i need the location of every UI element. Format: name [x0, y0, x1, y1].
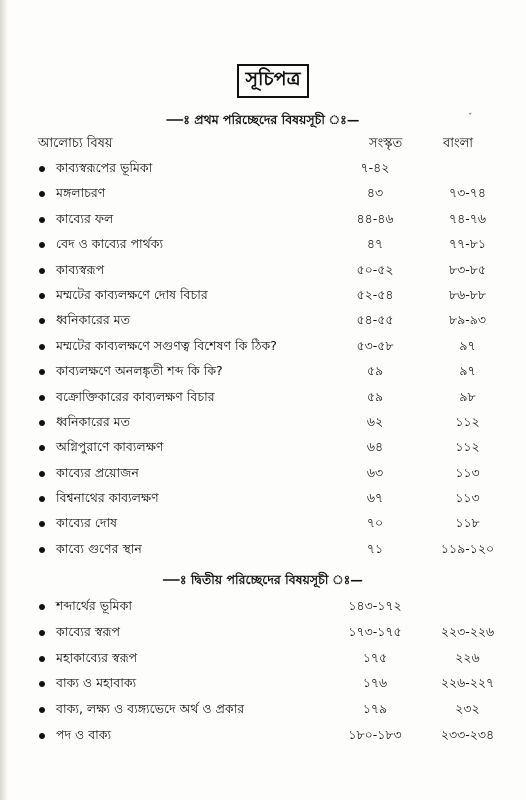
toc-page-bangla: ১১৩ [455, 464, 480, 480]
bullet-icon [39, 268, 45, 274]
bullet-icon [39, 217, 45, 223]
page-title-text: সূচিপত্র [245, 68, 301, 90]
toc-topic: কাব্যের ফল [56, 210, 114, 226]
toc-page-bangla: ৮৯-৯৩ [449, 312, 486, 328]
toc-topic: ধ্বনিকারের মত [56, 312, 130, 328]
toc-topic: বাক্য, লক্ষ্য ও ব্যঙ্গ্যভেদে অর্থ ও প্রকার [56, 701, 245, 717]
toc-page-sanskrit: ৪৩ [366, 185, 384, 201]
toc-page-sanskrit: ৫৯ [366, 363, 384, 379]
toc-row [0, 463, 526, 488]
toc-row [0, 285, 526, 310]
toc-page-bangla: ৭৩-৭৪ [448, 185, 486, 201]
toc-topic: অগ্নিপুরাণে কাব্যলক্ষণ [56, 439, 164, 455]
toc-row [0, 596, 526, 622]
toc-topic: কাব্যের স্বরূপ [56, 623, 121, 639]
toc-row [0, 387, 526, 412]
toc-page-sanskrit: ৫৪-৫৫ [356, 312, 394, 328]
column-header-sanskrit: সংস্কৃত [369, 136, 403, 151]
bullet-icon [39, 395, 45, 401]
toc-topic: বেদ ও কাব্যের পার্থক্য [56, 236, 164, 252]
toc-page-bangla: ২৩৩-২৩৪ [440, 726, 495, 742]
toc-page-bangla: ৮৩-৮৫ [449, 261, 486, 277]
bullet-icon [39, 630, 45, 636]
toc-row [0, 539, 526, 564]
toc-row [0, 513, 526, 538]
toc-row [0, 158, 526, 183]
toc-page-sanskrit: ৭০ [366, 515, 384, 531]
toc-page-bangla: ৯৭ [459, 363, 476, 379]
toc-page-sanskrit: ৭-৪২ [360, 160, 390, 175]
section-2-list [0, 596, 526, 751]
toc-page-sanskrit: ৫০-৫২ [356, 261, 394, 277]
toc-row [0, 260, 526, 285]
bullet-icon [39, 242, 45, 248]
bullet-icon [39, 521, 45, 527]
toc-page-sanskrit: ৬৪ [366, 439, 384, 455]
toc-page-sanskrit: ৭১ [366, 540, 384, 556]
toc-page-sanskrit: ১৭৯ [362, 701, 388, 717]
toc-page-bangla: ৯৮ [459, 388, 476, 404]
toc-page-bangla: ২২৬-২২৭ [440, 675, 495, 691]
section-1-heading: —ঃ প্রথম পরিচ্ছেদের বিষয়সূচী ঃ— [166, 112, 360, 127]
toc-topic: ধ্বনিকারের মত [56, 413, 130, 429]
toc-topic: মম্মটের কাব্যলক্ষণে দোষ বিচার [56, 286, 208, 302]
toc-page-bangla: ৭৭-৮১ [449, 236, 486, 252]
toc-row [0, 622, 526, 648]
section-1-list [0, 158, 526, 564]
toc-row [0, 488, 526, 513]
toc-topic: কাব্যের দোষ [56, 515, 117, 531]
bullet-icon [39, 681, 45, 687]
bullet-icon [39, 344, 45, 350]
bullet-icon [39, 733, 45, 739]
toc-topic: শব্দার্থের ভূমিকা [56, 598, 132, 613]
toc-topic: মম্মটের কাব্যলক্ষণে সগুণত্ব বিশেষণ কি ঠিক? [56, 337, 277, 353]
toc-page-bangla: ৭৪-৭৬ [448, 210, 486, 226]
toc-page-bangla: ১১৩ [455, 490, 480, 506]
bullet-icon [39, 471, 45, 477]
toc-page-sanskrit: ৪৭ [366, 236, 384, 252]
section-2-heading: —ঃ দ্বিতীয় পরিচ্ছেদের বিষয়সূচী ঃ— [163, 572, 363, 587]
bullet-icon [39, 604, 45, 610]
toc-topic: কাব্যস্বরূপ [56, 261, 105, 277]
toc-row [0, 648, 526, 674]
toc-page-bangla: ১১৯-১২০ [440, 540, 495, 556]
toc-row [0, 183, 526, 208]
toc-page-bangla: ১১২ [455, 413, 480, 429]
toc-topic: কাব্যে গুণের স্থান [56, 540, 142, 556]
bullet-icon [39, 445, 45, 451]
toc-page-sanskrit: ১৪৩-১৭২ [348, 598, 402, 613]
toc-page-sanskrit: ৫২-৫৪ [356, 286, 394, 302]
toc-row [0, 310, 526, 335]
bullet-icon [39, 318, 45, 324]
toc-page-sanskrit: ১৭৩-১৭৫ [348, 623, 402, 639]
toc-page-sanskrit: ১৮০-১৮৩ [348, 726, 402, 742]
toc-page-bangla: ৯৭ [459, 337, 476, 353]
toc-row [0, 699, 526, 725]
toc-page-sanskrit: ৬৭ [366, 490, 384, 506]
bullet-icon [39, 191, 45, 197]
bullet-icon [39, 369, 45, 375]
toc-page-sanskrit: ৬৩ [366, 464, 384, 480]
toc-row [0, 725, 526, 751]
toc-page-sanskrit: ৫৩-৫৮ [356, 337, 394, 353]
column-header-topic: আলোচ্য বিষয় [38, 136, 113, 151]
bullet-icon [39, 496, 45, 502]
toc-page-bangla: ১১২ [455, 439, 480, 455]
bullet-icon [39, 420, 45, 426]
toc-page-sanskrit: ৫৯ [366, 388, 384, 404]
toc-row [0, 437, 526, 462]
toc-topic: মহাকাব্যের স্বরূপ [56, 649, 138, 665]
toc-page-sanskrit: ১৭৫ [362, 649, 388, 665]
toc-page-bangla: ২২৩-২২৬ [440, 623, 495, 639]
bullet-icon [39, 547, 45, 553]
toc-page-sanskrit: ৬২ [366, 413, 384, 429]
toc-topic: পদ ও বাক্য [56, 726, 112, 742]
bullet-icon [39, 166, 45, 172]
stray-print-mark: ˇ [468, 113, 473, 123]
toc-page-sanskrit: ৪৪-৪৬ [356, 210, 394, 226]
toc-row [0, 673, 526, 699]
toc-page-sanskrit: ১৭৬ [362, 675, 388, 691]
toc-topic: কাব্যলক্ষণে অনলঙ্কৃতী শব্দ কি কি? [56, 363, 223, 379]
toc-row [0, 412, 526, 437]
toc-page-bangla: ২২৬ [455, 649, 480, 665]
toc-row [0, 336, 526, 361]
toc-page-bangla: ৮৬-৮৮ [449, 286, 486, 302]
page-title [237, 64, 309, 98]
toc-row [0, 209, 526, 234]
bullet-icon [39, 656, 45, 662]
bullet-icon [39, 293, 45, 299]
toc-topic: কাব্যস্বরূপের ভূমিকা [56, 160, 153, 175]
toc-topic: বাক্য ও মহাবাক্য [56, 675, 137, 691]
toc-topic: মঙ্গলাচরণ [56, 185, 106, 201]
toc-row [0, 234, 526, 259]
toc-topic: বিশ্বনাথের কাব্যলক্ষণ [56, 490, 159, 506]
toc-page-bangla: ২৩২ [455, 701, 480, 717]
toc-topic: কাব্যের প্রয়োজন [56, 464, 139, 480]
toc-topic: বক্রোক্তিকারের কাব্যলক্ষণ বিচার [56, 388, 215, 404]
toc-page-bangla: ১১৮ [455, 515, 480, 531]
column-header-bangla: বাংলা [443, 136, 474, 151]
toc-row [0, 361, 526, 386]
bullet-icon [39, 707, 45, 713]
